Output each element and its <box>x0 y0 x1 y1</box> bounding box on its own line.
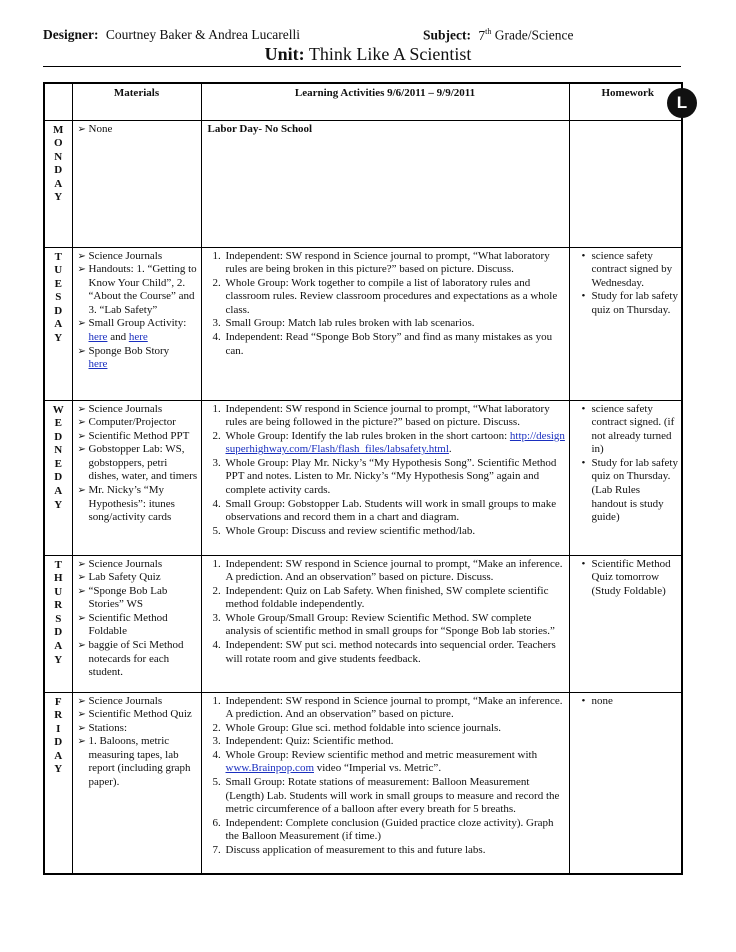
materials-cell <box>72 247 201 400</box>
unit-title-line <box>0 44 736 65</box>
day-letter: N <box>54 444 63 457</box>
material-item-text: Small Group Activity: <box>88 317 187 330</box>
brainpop-tail: video “Imperial vs. Metric”. <box>314 762 442 775</box>
material-item-text: Sponge Bob Story <box>88 344 170 357</box>
day-letter: E <box>54 457 62 470</box>
homework-item: • Study for lab safety quiz on Thursday. (Lab Rules handout is study guide) <box>586 457 679 525</box>
material-item: ➢ Stations: <box>79 722 198 736</box>
designer-line <box>43 27 300 43</box>
material-item: ➢ Scientific Method PPT <box>79 430 198 444</box>
day-row-monday <box>44 120 682 247</box>
homework-cell <box>569 400 682 555</box>
day-letter: U <box>54 264 63 277</box>
day-letter: D <box>54 471 63 484</box>
activity-item: 7. Discuss application of measurement to this and future labs. <box>224 844 566 858</box>
material-item: ➢ Science Journals <box>79 250 198 264</box>
material-item: ➢ Science Journals <box>79 695 198 709</box>
material-item: ➢ Handouts: 1. “Getting to Know Your Child”, 2. “About the Course” and 3. “Lab Safety” <box>79 263 198 317</box>
activity-item: 1. Independent: SW respond in Science journal to prompt, “Make an inference. A prediction. And an observation” based on picture. Discuss. <box>224 558 566 585</box>
day-letter: U <box>54 585 63 598</box>
material-item: ➢ Mr. Nicky’s “My Hypothesis”: itunes song/activity cards <box>79 484 198 525</box>
here-link[interactable]: here <box>128 331 148 344</box>
day-letter: D <box>54 736 63 749</box>
homework-item: • science safety contract signed. (if not already turned in) <box>586 403 679 457</box>
day-letter: A <box>54 640 63 653</box>
day-row-thursday <box>44 555 682 692</box>
activity-item-text: Whole Group: Identify the lab rules broken in the short cartoon: <box>225 429 508 442</box>
day-row-friday <box>44 692 682 874</box>
activities-cell <box>201 247 569 400</box>
here-link[interactable]: here <box>88 331 108 344</box>
material-item: ➢ “Sponge Bob Lab Stories” WS <box>79 585 198 612</box>
day-letter: Y <box>54 332 63 345</box>
day-letter: N <box>54 150 63 163</box>
activity-item: 3. Whole Group: Play Mr. Nicky’s “My Hypothesis Song”. Scientific Method PPT and notes. Listen to Mr. Nicky’s “My Hypothesis Song” again and complete activity cards. <box>224 457 566 498</box>
unit-title: Think Like A Scientist <box>308 44 472 64</box>
homework-item: • science safety contract signed by Wednesday. <box>586 250 679 291</box>
activity-item: 2. Whole Group: Work together to compile a list of laboratory rules and classroom rules. Review classroom procedures and expectations as a whole class. <box>224 277 566 318</box>
day-letter: Y <box>54 191 63 204</box>
day-letter: I <box>56 722 61 735</box>
homework-cell <box>569 120 682 247</box>
subject-line <box>423 27 573 44</box>
and-text: and <box>107 331 129 344</box>
day-letter: D <box>54 430 63 443</box>
activity-item: 4. Small Group: Gobstopper Lab. Students will work in small groups to make observations and record them in a chart and diagram. <box>224 498 566 525</box>
day-letter: T <box>54 558 62 571</box>
subject-label: Subject: <box>423 27 471 43</box>
day-label-thursday <box>44 555 72 692</box>
material-item: ➢ 1. Baloons, metric measuring tapes, lab report (including graph paper). <box>79 735 198 789</box>
activity-item: 2. Independent: Quiz on Lab Safety. When finished, SW complete scientific method foldable independently. <box>224 585 566 612</box>
here-link[interactable]: here <box>88 358 108 371</box>
material-item <box>79 345 198 372</box>
lesson-plan-table <box>43 82 683 875</box>
material-item: ➢ Scientific Method Foldable <box>79 612 198 639</box>
day-letter: M <box>53 123 64 136</box>
designer-label: Designer: <box>43 27 99 42</box>
homework-cell <box>569 692 682 874</box>
day-letter: A <box>54 318 63 331</box>
activity-item-text: Whole Group: Review scientific method and metric measurement with <box>225 748 538 761</box>
activity-item: 3. Independent: Quiz: Scientific method. <box>224 735 566 749</box>
homework-item: • none <box>586 695 679 709</box>
activity-item: 1. Independent: SW respond in Science journal to prompt, “What laboratory rules are being followed in the picture?” based on picture. Discuss. <box>224 403 566 430</box>
activity-item: 6. Independent: Complete conclusion (Guided practice cloze activity). Graph the Balloon Measurement (if time.) <box>224 817 566 844</box>
material-item <box>79 317 198 344</box>
unit-label: Unit: <box>264 44 305 64</box>
day-letter: H <box>53 572 63 585</box>
homework-cell <box>569 247 682 400</box>
day-row-wednesday <box>44 400 682 555</box>
material-item: ➢ Lab Safety Quiz <box>79 571 198 585</box>
day-letter: R <box>54 599 63 612</box>
day-letter: S <box>55 612 62 625</box>
designer-names: Courtney Baker & Andrea Lucarelli <box>105 27 301 42</box>
activity-item: 4. Independent: SW put sci. method notecards into sequencial order. Teachers will rotate room and give students feedback. <box>224 639 566 666</box>
material-item: ➢ Science Journals <box>79 403 198 417</box>
header-row <box>44 83 682 120</box>
link-tail: . <box>448 443 452 456</box>
activity-item: 3. Whole Group/Small Group: Review Scientific Method. SW complete analysis of scientific method in small groups for “Sponge Bob lab stories.” <box>224 612 566 639</box>
day-letter: Y <box>54 653 63 666</box>
day-label-wednesday <box>44 400 72 555</box>
brainpop-link[interactable]: www.Brainpop.com <box>225 762 314 775</box>
homework-cell <box>569 555 682 692</box>
activity-item <box>224 749 566 776</box>
material-item: ➢ Computer/Projector <box>79 416 198 430</box>
day-letter: D <box>54 304 63 317</box>
activity-item: 4. Independent: Read “Sponge Bob Story” and find as many mistakes as you can. <box>224 331 566 358</box>
day-letter: S <box>55 291 62 304</box>
day-letter: D <box>54 626 63 639</box>
day-label-monday <box>44 120 72 247</box>
day-letter: Y <box>54 498 63 511</box>
materials-cell <box>72 555 201 692</box>
materials-cell <box>72 692 201 874</box>
homework-header <box>569 83 682 120</box>
homework-item: • Scientific Method Quiz tomorrow (Study Foldable) <box>586 558 679 599</box>
day-label-tuesday <box>44 247 72 400</box>
header-divider <box>43 66 681 67</box>
user-avatar-badge[interactable]: L <box>667 88 697 118</box>
day-row-tuesday <box>44 247 682 400</box>
day-letter: A <box>54 749 63 762</box>
activity-item: 2. Whole Group: Glue sci. method foldable into science journals. <box>224 722 566 736</box>
lab-safety-cartoon-link[interactable]: http://designsuperhighway.com/Flash/flash_files/labsafety.html <box>225 429 565 456</box>
activity-item: 5. Whole Group: Discuss and review scientific method/lab. <box>224 525 566 539</box>
materials-cell <box>72 400 201 555</box>
activities-cell <box>201 692 569 874</box>
day-letter: E <box>54 277 62 290</box>
activity-item: 1. Independent: SW respond in Science journal to prompt, “Make an inference. A prediction. And an observation” based on picture. <box>224 695 566 722</box>
activities-header: Learning Activities 9/6/2011 – 9/9/2011 <box>201 83 569 120</box>
activity-item: 1. Independent: SW respond in Science journal to prompt, “What laboratory rules are being broken in this picture?” based on picture. Discuss. <box>224 250 566 277</box>
material-item: ➢ Scientific Method Quiz <box>79 708 198 722</box>
homework-header-text: Homework <box>601 87 655 99</box>
day-letter: A <box>54 177 63 190</box>
day-letter: F <box>54 695 62 708</box>
day-letter: E <box>54 417 62 430</box>
subject-grade-sup: th <box>485 27 492 36</box>
day-letter: R <box>54 709 63 722</box>
activities-heading: Labor Day- No School <box>207 122 313 135</box>
material-item: ➢ Gobstopper Lab: WS, gobstoppers, petri dishes, water, and timers <box>79 443 198 484</box>
day-letter: T <box>54 250 62 263</box>
day-letter: W <box>52 403 64 416</box>
activities-cell <box>201 555 569 692</box>
activities-cell <box>201 400 569 555</box>
activities-cell <box>201 120 569 247</box>
activity-item: 5. Small Group: Rotate stations of measurement: Balloon Measurement (Length) Lab. Students will work in small groups to measure and record the metric circumference of a balloon after every breath for 5 breaths. <box>224 776 566 817</box>
material-item: ➢ None <box>79 123 198 137</box>
day-letter: Y <box>54 763 63 776</box>
homework-item: • Study for lab safety quiz on Thursday. <box>586 290 679 317</box>
material-item: ➢ baggie of Sci Method notecards for each student. <box>79 639 198 680</box>
activity-item: 3. Small Group: Match lab rules broken with lab scenarios. <box>224 317 566 331</box>
day-letter: D <box>54 164 63 177</box>
day-letter: A <box>54 485 63 498</box>
day-label-friday <box>44 692 72 874</box>
materials-header: Materials <box>72 83 201 120</box>
day-letter: O <box>53 137 63 150</box>
materials-cell <box>72 120 201 247</box>
subject-grade-num: 7 <box>478 27 486 43</box>
corner-cell <box>44 83 72 120</box>
material-item: ➢ Science Journals <box>79 558 198 572</box>
activity-item <box>224 430 566 457</box>
subject-rest: Grade/Science <box>494 27 574 43</box>
